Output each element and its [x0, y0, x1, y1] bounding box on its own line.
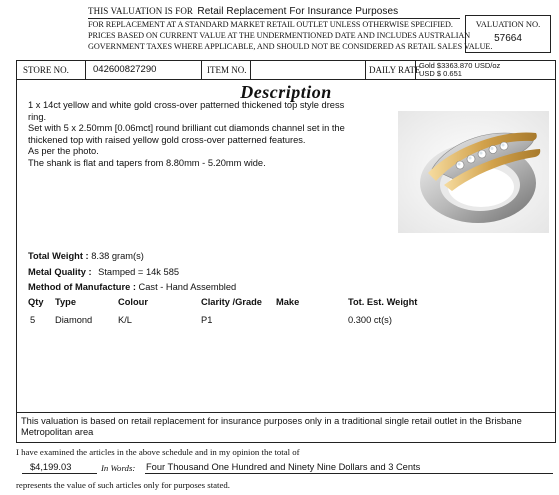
method-value: Cast - Hand Assembled — [138, 282, 237, 292]
examined-statement: I have examined the articles in the above schedule and in my opinion the total of — [16, 447, 300, 457]
total-amount: $4,199.03 — [30, 462, 72, 472]
valuation-note: This valuation is based on retail replacement for insurance purposes only in a traditional single retail outlet in the Brisbane Metropolitan area — [21, 416, 522, 438]
valuation-purpose-line — [88, 6, 398, 17]
store-row-divider — [365, 61, 366, 79]
description-text — [28, 100, 398, 170]
description-line: ring. — [28, 111, 47, 122]
metal-quality-label: Metal Quality : — [28, 267, 92, 277]
valuation-number-label: VALUATION NO. — [475, 19, 541, 29]
daily-rate-label: DAILY RATE — [369, 65, 421, 75]
header-line-1: FOR REPLACEMENT AT A STANDARD MARKET RETAIL OUTLET UNLESS OTHERWISE SPECIFIED. — [88, 20, 453, 29]
valuation-for-label: THIS VALUATION IS FOR — [88, 6, 194, 16]
valuation-note-box — [17, 412, 555, 443]
words-underline — [145, 473, 553, 474]
stone-qty: 5 — [30, 315, 36, 325]
store-row-divider — [85, 61, 86, 79]
stones-header-qty: Qty — [28, 297, 44, 307]
header-divider — [88, 18, 460, 19]
ring-photo — [398, 111, 549, 233]
store-no-value: 042600827290 — [93, 64, 157, 75]
stones-header-clarity: Clarity /Grade — [201, 297, 262, 307]
valuation-purpose: Retail Replacement For Insurance Purposes — [197, 6, 399, 17]
stones-header-make: Make — [276, 297, 300, 307]
ring-icon — [398, 111, 549, 233]
stones-header-colour: Colour — [118, 297, 148, 307]
store-row-divider — [250, 61, 251, 79]
method-row — [28, 282, 236, 292]
stones-header-weight: Tot. Est. Weight — [348, 297, 418, 307]
store-row-divider — [201, 61, 202, 79]
method-label: Method of Manufacture : — [28, 282, 136, 292]
represents-statement: represents the value of such articles only for purposes stated. — [16, 480, 230, 490]
stone-weight: 0.300 ct(s) — [348, 315, 392, 325]
description-line: The shank is flat and tapers from 8.80mm - 5.20mm wide. — [28, 157, 266, 168]
header-line-3: GOVERNMENT TAXES WHERE APPLICABLE, AND SHOULD NOT BE CONSIDERED AS RETAIL SALES VALUE. — [88, 42, 493, 51]
store-row-divider — [415, 61, 416, 79]
usd-rate: USD $ 0.651 — [419, 69, 462, 78]
gold-rate: Gold $3363.870 USD/oz — [419, 61, 501, 70]
description-line: Set with 5 x 2.50mm [0.06mct] round brilliant cut diamonds channel set in the — [28, 123, 345, 134]
description-title: Description — [240, 82, 332, 102]
total-weight-row — [28, 251, 144, 261]
description-line: 1 x 14ct yellow and white gold cross-over patterned thickened top style dress — [28, 100, 345, 110]
valuation-number: 57664 — [494, 33, 522, 44]
item-no-label: ITEM NO. — [207, 65, 247, 75]
stone-colour: K/L — [118, 315, 132, 325]
description-line: As per the photo. — [28, 146, 99, 157]
valuation-number-box — [465, 15, 551, 53]
stone-type: Diamond — [55, 315, 93, 325]
in-words-label: In Words: — [101, 463, 136, 473]
amount-underline — [22, 473, 97, 474]
stones-header-type: Type — [55, 297, 77, 307]
metal-quality-value: Stamped = 14k 585 — [98, 267, 180, 277]
amount-in-words: Four Thousand One Hundred and Ninety Nine Dollars and 3 Cents — [146, 462, 421, 472]
total-weight-label: Total Weight : — [28, 251, 89, 261]
store-row — [16, 60, 556, 80]
description-box — [16, 78, 556, 443]
description-line: thickened top with raised yellow gold cross-over patterned features. — [28, 134, 306, 145]
metal-quality-row — [28, 267, 179, 277]
store-no-label: STORE NO. — [23, 65, 69, 75]
header-line-2: PRICES BASED ON CURRENT VALUE AT THE UNDERMENTIONED DATE AND INCLUDES AUSTRALIAN — [88, 31, 471, 40]
stone-clarity: P1 — [201, 315, 213, 325]
total-weight-value: 8.38 gram(s) — [91, 251, 144, 261]
